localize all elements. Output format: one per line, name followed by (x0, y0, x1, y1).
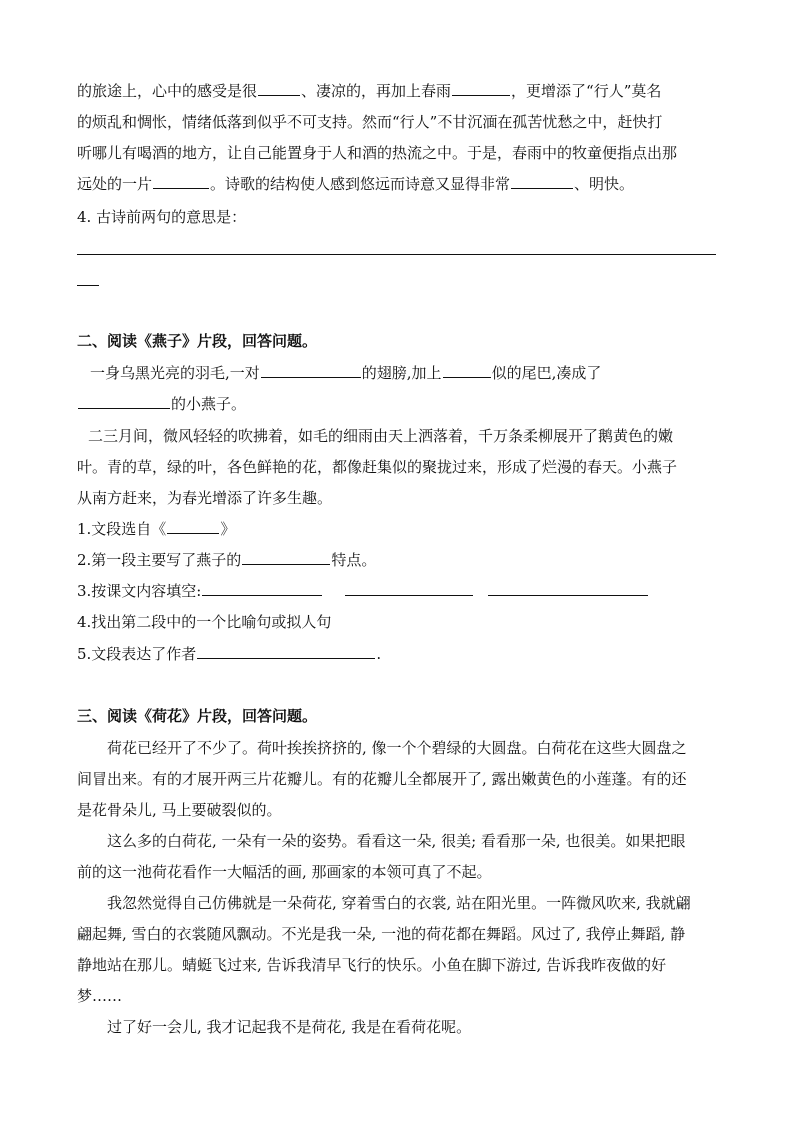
swallow-question-5 (77, 643, 717, 665)
section-3-heading: 三、阅读《荷花》片段，回答问题。 (77, 707, 318, 725)
lotus-p3-line-4: 梦…… (77, 987, 123, 1005)
answer-blank[interactable] (197, 644, 375, 659)
lotus-p3-line-1: 我忽然觉得自己仿佛就是一朵荷花, 穿着雪白的衣裳, 站在阳光里。一阵微风吹来, 我就翩 (107, 894, 691, 912)
lotus-p2-line-1: 这么多的白荷花, 一朵有一朵的姿势。看看这一朵, 很美; 看看那一朵, 也很美。如果把眼 (107, 832, 686, 850)
text-fragment: ，更增添了“行人”莫名 (511, 82, 662, 100)
lotus-p1-line-1: 荷花已经开了不少了。荷叶挨挨挤挤的, 像一个个碧绿的大圆盘。白荷花在这些大圆盘之 (107, 739, 687, 757)
poem-line-1 (77, 80, 717, 102)
swallow-p2-line-2: 叶。青的草，绿的叶，各色鲜艳的花，都像赶集似的聚拢过来，形成了烂漫的春天。小燕子 (77, 458, 678, 476)
text-fragment: . (376, 645, 382, 663)
answer-blank[interactable] (488, 581, 648, 596)
swallow-question-3 (77, 580, 717, 602)
text-fragment: 、凄凉的，再加上春雨 (301, 82, 452, 100)
text-fragment: 3.按课文内容填空: (77, 582, 202, 600)
text-fragment: 特点。 (331, 551, 377, 569)
text-fragment: 5.文段表达了作者 (77, 645, 197, 663)
swallow-question-2 (77, 549, 717, 571)
swallow-p1-line-2 (77, 393, 717, 415)
lotus-p1-line-3: 是花骨朵儿, 马上要破裂似的。 (77, 801, 282, 819)
text-fragment: 。诗歌的结构使人感到悠远而诗意又显得非常 (210, 175, 511, 193)
lotus-p4-line-1: 过了好一会儿, 我才记起我不是荷花, 我是在看荷花呢。 (107, 1018, 472, 1036)
text-fragment: 似的尾巴,凑成了 (491, 364, 602, 382)
text-fragment: 2.第一段主要写了燕子的 (77, 551, 242, 569)
answer-blank[interactable] (258, 81, 300, 96)
text-fragment: 、明快。 (574, 175, 635, 193)
answer-line-end[interactable] (77, 285, 99, 286)
lotus-p1-line-2: 间冒出来。有的才展开两三片花瓣儿。有的花瓣儿全都展开了, 露出嫩黄色的小莲蓬。有的还 (77, 770, 687, 788)
poem-line-2: 的烦乱和惆怅，情绪低落到似乎不可支持。然而“行人”不甘沉湎在孤苦忧愁之中，赶快打 (77, 113, 663, 131)
text-fragment: 远处的一片 (77, 175, 153, 193)
text-fragment: 1.文段选自《 (77, 520, 167, 538)
swallow-p2-line-3: 从南方赶来，为春光增添了许多生趣。 (77, 489, 333, 507)
text-fragment: 》 (220, 520, 236, 538)
text-fragment: 一身乌黑光亮的羽毛,一对 (90, 364, 260, 382)
answer-blank[interactable] (167, 519, 219, 534)
text-fragment: 的翅膀,加上 (361, 364, 442, 382)
text-fragment: 的旅途上，心中的感受是很 (77, 82, 258, 100)
poem-line-4 (77, 173, 717, 195)
swallow-p2-line-1: 二三月间，微风轻轻的吹拂着，如毛的细雨由天上洒落着，千万条柔柳展开了鹅黄色的嫩 (88, 427, 674, 445)
answer-blank[interactable] (345, 581, 473, 596)
answer-blank[interactable] (153, 174, 209, 189)
swallow-p1-line-1 (90, 362, 730, 384)
swallow-question-4: 4.找出第二段中的一个比喻句或拟人句 (77, 613, 332, 631)
answer-line[interactable] (77, 254, 716, 255)
question-4-poem: 4. 古诗前两句的意思是： (77, 208, 247, 226)
answer-blank[interactable] (242, 550, 330, 565)
lotus-p3-line-2: 翩起舞, 雪白的衣裳随风飘动。不光是我一朵, 一池的荷花都在舞蹈。风过了, 我停止舞蹈, 静 (77, 925, 686, 943)
section-2-heading: 二、阅读《燕子》片段，回答问题。 (77, 332, 318, 350)
lotus-p2-line-2: 前的这一池荷花看作一大幅活的画, 那画家的本领可真了不起。 (77, 863, 492, 881)
answer-blank[interactable] (202, 581, 322, 596)
swallow-question-1 (77, 518, 717, 540)
answer-blank[interactable] (443, 363, 491, 378)
text-fragment: 的小燕子。 (171, 395, 247, 413)
answer-blank[interactable] (452, 81, 510, 96)
answer-blank[interactable] (78, 394, 170, 409)
lotus-p3-line-3: 静地站在那儿。蜻蜓飞过来, 告诉我清早飞行的快乐。小鱼在脚下游过, 告诉我昨夜做的好 (77, 956, 667, 974)
answer-blank[interactable] (261, 363, 361, 378)
poem-line-3: 听哪儿有喝酒的地方，让自己能置身于人和酒的热流之中。于是，春雨中的牧童便指点出那 (77, 144, 678, 162)
answer-blank[interactable] (511, 174, 573, 189)
